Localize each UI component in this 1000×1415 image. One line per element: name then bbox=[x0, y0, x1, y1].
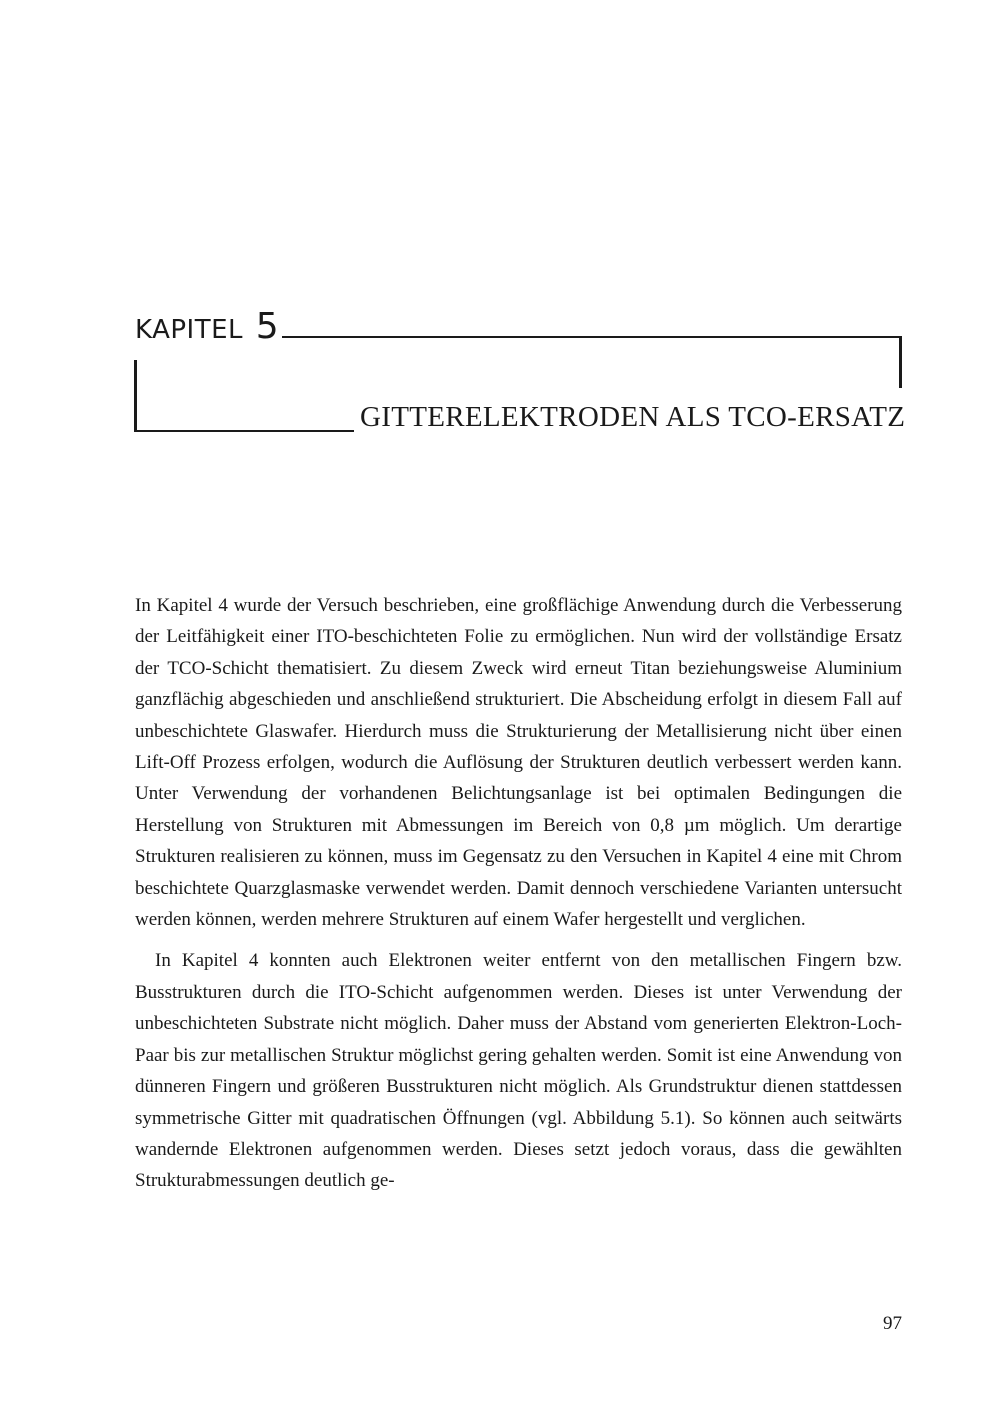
chapter-number: 5 bbox=[255, 306, 280, 347]
chapter-title: GITTERELEKTRODEN ALS TCO-ERSATZ bbox=[360, 401, 906, 433]
paragraph-1: In Kapitel 4 wurde der Versuch beschrieben, eine großflächige Anwendung durch die Verbesserung der Leitfähigkeit einer ITO-beschichteten Folie zu ermöglichen. Nun wird der vollständige Ersatz der TCO-Schicht thematisiert. Zu diesem Zweck wird erneut Titan beziehungsweise Aluminium ganzflächig abgeschieden und anschließend strukturiert. Die Abscheidung erfolgt in diesem Fall auf unbeschichtete Glaswafer. Hierdurch muss die Strukturierung der Metallisierung nicht über einen Lift-Off Prozess erfolgen, wodurch die Auflösung der Strukturen deutlich verbessert werden kann. Unter Verwendung der vorhandenen Belichtungsanlage ist bei optimalen Bedingungen die Herstellung von Strukturen mit Abmessungen im Bereich von 0,8 µm möglich. Um derartige Strukturen realisieren zu können, muss im Gegensatz zu den Versuchen in Kapitel 4 eine mit Chrom beschichtete Quarzglasmaske verwendet werden. Damit dennoch verschiedene Varianten untersucht werden können, werden mehrere Strukturen auf einem Wafer hergestellt und verglichen. bbox=[135, 595, 902, 931]
paragraph-2: In Kapitel 4 konnten auch Elektronen weiter entfernt von den metallischen Fingern bzw. Busstrukturen durch die ITO-Schicht aufgenommen werden. Dieses ist unter Verwendung der unbeschichteten Substrate nicht möglich. Daher muss der Abstand vom generierten Elektron-Loch-Paar bis zur metallischen Struktur möglichst gering gehalten werden. Somit ist eine Anwendung von dünneren Fingern und größeren Busstrukturen nicht möglich. Als Grundstruktur dienen stattdessen symmetrische Gitter mit quadratischen Öffnungen (vgl. Abbildung 5.1). So können auch seitwärts wandernde Elektronen aufgenommen werden. Dieses setzt jedoch voraus, dass die gewählten Strukturabmessungen deutlich ge- bbox=[135, 950, 902, 1192]
chapter-rule-left bbox=[134, 360, 137, 432]
chapter-rule-right bbox=[899, 336, 902, 388]
chapter-label-text: KAPITEL bbox=[135, 315, 244, 345]
page-number: 97 bbox=[883, 1313, 902, 1334]
chapter-rule-bottom bbox=[134, 430, 354, 432]
body-text bbox=[135, 590, 902, 1197]
chapter-label bbox=[135, 306, 279, 347]
chapter-rule-top bbox=[282, 336, 902, 338]
